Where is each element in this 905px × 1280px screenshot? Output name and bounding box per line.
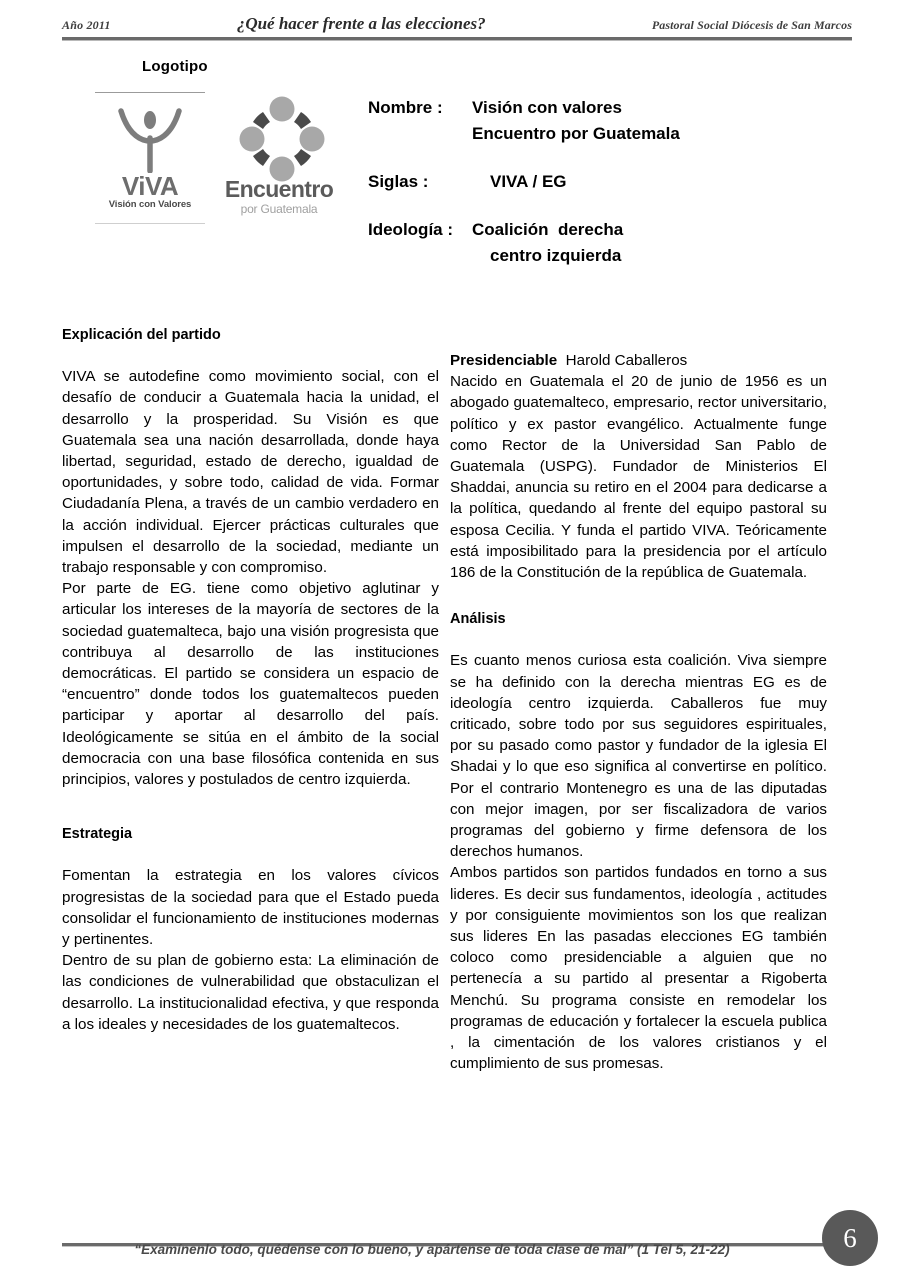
info-gap-1 xyxy=(368,147,838,169)
encuentro-wordmark: Encuentro xyxy=(224,176,334,202)
nombre-line-2: Encuentro por Guatemala xyxy=(472,124,680,143)
siglas-value-text: VIVA / EG xyxy=(490,172,567,191)
viva-tagline-text: Visión con Valores xyxy=(108,199,192,210)
left-column-spacer xyxy=(62,790,439,824)
viva-tagline xyxy=(95,199,205,210)
left-column xyxy=(62,325,439,1035)
nombre-label: Nombre : xyxy=(368,98,443,117)
paragraph-analisis-2: Ambos partidos son partidos fundados en torno a sus lideres. Es decir sus fundamentos, ideología , actitudes y por consiguiente movimientos son los que realizan sus lideres En las pasadas elecciones EG también coloco como presidenciable a alguien que no pertenecía a su partido al presentar a Rigoberta Menchú. Su programa consiste en remodelar los programas de educación y fortalecer la escuela publica , la cimentación de los valores cristianos y el cumplimiento de sus promesas. xyxy=(450,864,827,1073)
party-info-block xyxy=(368,95,838,269)
party-info-siglas xyxy=(368,169,838,195)
nombre-value xyxy=(472,95,838,147)
presidenciable-label: Presidenciable xyxy=(450,352,558,369)
header-divider xyxy=(62,37,852,41)
ideologia-line-1: Coalición derecha xyxy=(472,220,624,239)
right-column-spacer xyxy=(450,583,827,609)
header-title: ¿Qué hacer frente a las elecciones? xyxy=(236,14,486,33)
encuentro-circle-icon xyxy=(239,96,325,182)
ideologia-value xyxy=(472,217,838,269)
right-column xyxy=(450,350,827,1075)
nombre-line-1: Visión con valores xyxy=(472,98,622,117)
ideologia-line-2: centro izquierda xyxy=(490,246,622,265)
party-info-nombre xyxy=(368,95,838,147)
footer-quote: “Examínenlo todo, quédense con lo bueno, y apártense de toda clase de mal” (1 Tel 5, 21-22) xyxy=(134,1242,730,1257)
info-gap-2 xyxy=(368,195,838,217)
party-info-ideologia xyxy=(368,217,838,269)
ideologia-label: Ideología : xyxy=(368,220,453,239)
section-heading-analisis: Análisis xyxy=(450,611,506,628)
header-row xyxy=(62,14,852,34)
paragraph-explicacion-1: VIVA se autodefine como movimiento social, con el desafío de conducir a Guatemala hacia la unidad, el desarrollo y la prosperidad. Su Visión es que Guatemala sea una nación desarrollada, donde haya libertad, seguridad, estado de derecho, igualdad de oportunidades, y sobre todo, calidad de vida. Formar Ciudadanía Plena, a través de un cambio verdadero en la acción individual. Ejercer prácticas culturales que impulsen el desarrollo de la sociedad, mediante un trabajo responsable y con compromiso. xyxy=(62,368,439,577)
presidenciable-name: Harold Caballeros xyxy=(565,352,688,369)
logotipo-heading: Logotipo xyxy=(142,58,208,75)
encuentro-logo xyxy=(215,96,343,224)
paragraph-analisis-1: Es cuanto menos curiosa esta coalición. Viva siempre se ha definido con la derecha mientras EG es de ideología centro izquierda. Caballeros fue muy criticado, sobre todo por sus seguidores espirituales, por su pasado como pastor y fundador de la iglesia El Shadai y lo que eso significa al convertirse en político. Por el contrario Montenegro es una de las diputadas con mejor imagen, por ser fiscalizadora de varios programas del gobierno y firme defensora de los derechos humanos. xyxy=(450,652,827,861)
viva-logo xyxy=(95,92,205,224)
section-heading-estrategia: Estrategia xyxy=(62,826,133,843)
siglas-value xyxy=(472,169,838,195)
viva-wordmark: ViVA xyxy=(121,171,179,201)
header-year: Año 2011 xyxy=(62,18,111,32)
paragraph-explicacion-2: Por parte de EG. tiene como objetivo aglutinar y articular los intereses de la mayoría de sectores de la sociedad guatemalteca, bajo una visión progresista que contribuya al desarrollo de las instituciones democráticas. El partido se considera un espacio de “encuentro” donde todos los guatemaltecos pueden participar y aportar al desarrollo del país. Ideológicamente se sitúa en el ámbito de la social democracia con una base filosófica contenida en sus principios, valores y postulados de centro izquierda. xyxy=(62,580,439,789)
header-publisher: Pastoral Social Diócesis de San Marcos xyxy=(651,18,852,32)
viva-figure-icon xyxy=(113,107,187,173)
siglas-label: Siglas : xyxy=(368,172,429,191)
paragraph-estrategia-1: Fomentan la estrategia en los valores cívicos progresistas de la sociedad para que el Estado pueda consolidar el funcionamiento de instituciones modernas y pertinentes. xyxy=(62,867,439,949)
section-heading-explicacion: Explicación del partido xyxy=(62,327,221,343)
paragraph-estrategia-2: Dentro de su plan de gobierno esta: La eliminación de las condiciones de vulnerabilidad que obstaculizan el desarrollo. La institucionalidad efectiva, y que responda a los ideales y necesidades de los guatemaltecos. xyxy=(62,952,439,1033)
paragraph-presidenciable xyxy=(450,350,827,371)
page-number-badge: 6 xyxy=(822,1210,878,1266)
paragraph-presidenciable-body: Nacido en Guatemala el 20 de junio de 1956 es un abogado guatemalteco, empresario, rector universitario, político y ex pastor evangélico. Actualmente funge como Rector de la Universidad San Pablo de Guatemala (USPG). Fundador de Ministerios El Shaddai, anuncia su retiro en el 2004 para dedicarse a la política, quedando al frente del equipo pastoral su esposa Cecilia. Y funda el partido VIVA. Teóricamente está imposibilitado para la presidencia por el artículo 186 de la Constitución de la república de Guatemala. xyxy=(450,373,827,582)
encuentro-tagline: por Guatemala xyxy=(240,202,318,216)
page-header xyxy=(62,14,852,40)
